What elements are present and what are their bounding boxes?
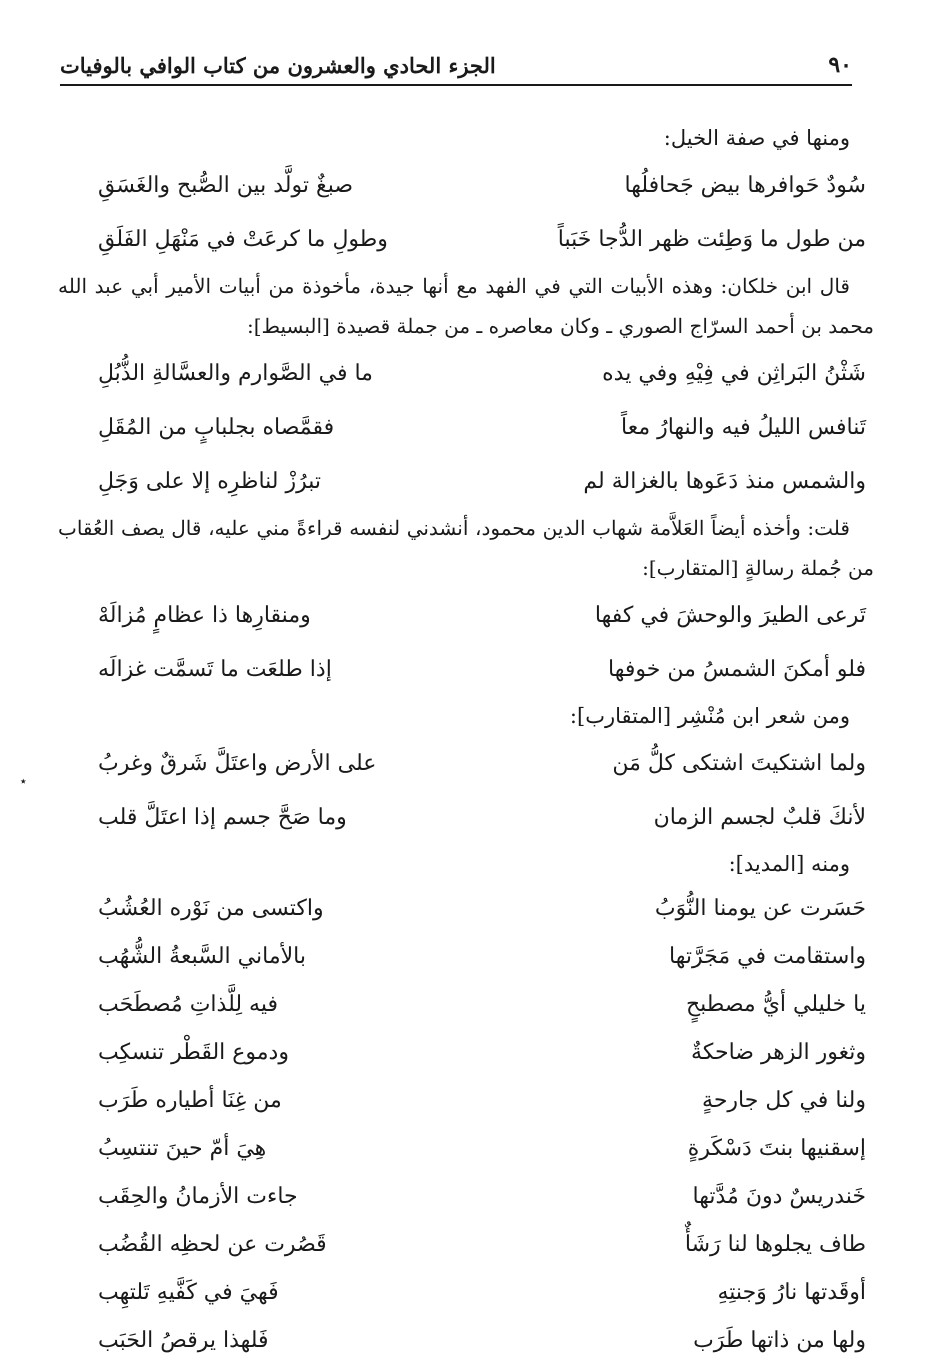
horse-intro: ومنها في صفة الخيل: [663,126,850,150]
verse-sadr: طاف يجلوها لنا رَشَأٌ [684,1231,866,1257]
verse-ajz: ودموع القَطْر تنسكِب [98,1039,289,1065]
verse-line [58,1076,874,1124]
qultu-paragraph: قلت: وأخذه أيضاً العَلاَّمة شهاب الدين محمود، أنشدني لنفسه قراءةً مني عليه، قال يصف العُقاب من جُملة رسالةٍ [المتقارب]: [58,516,874,580]
verse-line [58,1268,874,1316]
verse-ajz: جاءت الأزمانُ والحِقَب [98,1183,298,1209]
verse-sadr: فلو أمكنَ الشمسُ من خوفها [608,656,866,682]
verse-sadr: يا خليلي أيُّ مصطبحٍ [685,991,866,1017]
verse-ajz: فَهيَ في كَفَّيهِ تَلتهِب [98,1279,279,1305]
horse-verses [58,158,874,266]
madid-intro: ومنه [المديد]: [728,852,850,876]
verse-line [58,1220,874,1268]
page-header [60,52,852,86]
verse-sadr: سُودٌ حَوافرها بيض جَحافلُها [624,172,866,198]
verse-line [58,790,874,844]
verse-sadr: ولنا في كل جارحةٍ [702,1087,866,1113]
verse-ajz: هِيَ أمّ حينَ تنتسِبُ [98,1135,267,1161]
verse-sadr: والشمس منذ دَعَوها بالغزالة لم [583,468,866,494]
verse-sadr: من طول ما وَطِئت ظهر الدُّجا خَبَباً [557,226,866,252]
madid-verses [58,884,874,1364]
verse-sadr: إسقنيها بنتَ دَسْكَرةٍ [687,1135,866,1161]
verse-line [58,736,874,790]
verse-line [58,588,874,642]
verse-sadr: خَندريسٌ دونَ مُدَّتها [692,1183,866,1209]
verse-sadr: شَثْنُ البَراثِن في فِيْهِ وفي يده [602,360,866,386]
verse-line [58,1124,874,1172]
verse-ajz: على الأرض واعتَلَّ شَرقٌ وغربُ [98,750,377,776]
verse-sadr: أوقَدتها نارُ وَجنتِهِ [717,1279,866,1305]
verse-sadr: تَرعى الطيرَ والوحشَ في كفها [594,602,866,628]
verse-line [58,346,874,400]
basit-verses [58,346,874,508]
verse-sadr: واستقامت في مَجَرَّتها [669,943,866,969]
verse-line [58,642,874,696]
verse-line [58,884,874,932]
verse-ajz: وطولِ ما كرعَتْ في مَنْهَلِ الفَلَقِ [98,226,388,252]
verse-sadr: ولما اشتكيتَ اشتكى كلُّ مَن [612,750,866,776]
verse-line [58,400,874,454]
verse-line [58,1028,874,1076]
page-body [58,118,874,1364]
verse-ajz: واكتسى من نَوْره العُشُبُ [98,895,324,921]
verse-sadr: لأنكَ قلبٌ لجسم الزمان [653,804,866,830]
verse-ajz: ما في الصَّوارم والعسَّالةِ الذُّبُلِ [98,360,373,386]
verse-line [58,158,874,212]
eagle-verses [58,588,874,696]
verse-ajz: من غِنَا أطياره طَرَب [98,1087,282,1113]
verse-ajz: إذا طلعَت ما تَسمَّت غزالَه [98,656,332,682]
verse-ajz: فَلهذا يرقصُ الحَبَب [98,1327,269,1353]
verse-sadr: حَسَرت عن يومنا النُّوَبُ [654,895,866,921]
verse-ajz: ومنقارِها ذا عظامٍ مُزالَهْ [98,602,311,628]
verse-sadr: ولها من ذاتها طَرَب [693,1327,866,1353]
verse-ajz: تبرُزْ لناظرِه إلا على وَجَلِ [98,468,322,494]
verse-line [58,212,874,266]
margin-mark: ٭ [20,774,27,788]
verse-line [58,454,874,508]
verse-sadr: وثغور الزهر ضاحكةٌ [691,1039,866,1065]
verse-ajz: فيه لِلَّذاتِ مُصطَحَب [98,991,279,1017]
verse-line [58,1172,874,1220]
verse-sadr: تَنافس الليلُ فيه والنهارُ معاً [621,414,866,440]
running-title: الجزء الحادي والعشرون من كتاب الوافي بالوفيات [60,53,496,78]
munshir-intro: ومن شعر ابن مُنْشِر [المتقارب]: [569,704,850,728]
verse-ajz: وما صَحَّ جسم إذا اعتَلَّ قلب [98,804,347,830]
verse-line [58,932,874,980]
verse-ajz: صبغٌ تولَّد بين الصُّبح والغَسَقِ [98,172,354,198]
verse-ajz: فقمَّصاه بجلبابٍ من المُقَلِ [98,414,335,440]
verse-line [58,1316,874,1364]
munshir-verses [58,736,874,844]
verse-ajz: بالأماني السَّبعةُ الشُّهُب [98,943,306,969]
verse-ajz: قَصُرت عن لحظِه القُضُب [98,1231,327,1257]
verse-line [58,980,874,1028]
khallikan-paragraph: قال ابن خلكان: وهذه الأبيات التي في الفهد مع أنها جيدة، مأخوذة من أبيات الأمير أبي عبد الله محمد بن أحمد السرّاج الصوري ـ وكان معاصره ـ من جملة قصيدة [البسيط]: [58,274,874,338]
page-number: ٩٠ [828,52,852,78]
